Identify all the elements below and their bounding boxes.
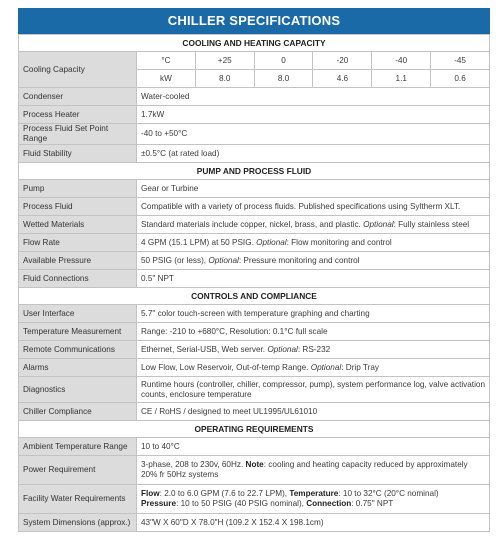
temp-cell: -20 xyxy=(313,52,372,70)
table-row-setpoint xyxy=(19,124,490,145)
note-tag: Note xyxy=(245,460,264,469)
value-text: : cooling and heating capacity reduced by approximately 20% fr 50Hz systems xyxy=(141,460,468,479)
row-label: Fluid Connections xyxy=(19,270,137,288)
value-text: : Flow monitoring and control xyxy=(286,237,392,247)
kw-cell: 1.1 xyxy=(372,70,431,88)
optional-tag: Optional xyxy=(310,362,342,372)
table-row-alarms xyxy=(19,359,490,377)
row-value: 10 to 40°C xyxy=(137,438,490,456)
table-row-facility-water xyxy=(19,485,490,514)
row-label: Process Heater xyxy=(19,106,137,124)
kw-unit-cell: kW xyxy=(137,70,196,88)
table-row-temperature-measurement xyxy=(19,323,490,341)
row-value: Gear or Turbine xyxy=(137,180,490,198)
row-value: Compatible with a variety of process fluids. Published specifications using Syltherm XLT. xyxy=(137,198,490,216)
temp-cell: +25 xyxy=(195,52,254,70)
kw-cell: 4.6 xyxy=(313,70,372,88)
row-label: Power Requirement xyxy=(19,456,137,485)
section-header-cooling xyxy=(19,35,490,52)
row-label: Condenser xyxy=(19,88,137,106)
row-label-cooling-capacity: Cooling Capacity xyxy=(19,52,137,88)
table-row-cooling-capacity-temps xyxy=(19,52,490,70)
kw-cell: 8.0 xyxy=(254,70,313,88)
row-value: 0.5" NPT xyxy=(137,270,490,288)
row-value xyxy=(137,234,490,252)
optional-tag: Optional xyxy=(208,255,239,265)
row-value: -40 to +50°C xyxy=(137,124,490,145)
section-title: COOLING AND HEATING CAPACITY xyxy=(19,35,490,52)
row-label: Process Fluid xyxy=(19,198,137,216)
row-value xyxy=(137,252,490,270)
kw-cell: 8.0 xyxy=(195,70,254,88)
table-row-diagnostics xyxy=(19,377,490,403)
row-value: 1.7kW xyxy=(137,106,490,124)
row-label: Wetted Materials xyxy=(19,216,137,234)
table-row-system-dimensions xyxy=(19,514,490,532)
value-text: Standard materials include copper, nickel, brass, and plastic. xyxy=(141,219,364,229)
table-row-pump xyxy=(19,180,490,198)
value-text: Ethernet, Serial-USB, Web server. xyxy=(141,344,268,354)
table-row-user-interface xyxy=(19,305,490,323)
row-value: Runtime hours (controller, chiller, compressor, pump), system performance log, valve activation counts, enclosure temperature xyxy=(137,377,490,403)
table-row-flow-rate xyxy=(19,234,490,252)
temperature-value: : 10 to 32°C (20°C nominal) xyxy=(338,489,439,498)
temp-unit-cell: °C xyxy=(137,52,196,70)
row-value: CE / RoHS / designed to meet UL1995/UL61010 xyxy=(137,403,490,421)
row-label: Process Fluid Set Point Range xyxy=(19,124,137,145)
value-text: 3-phase, 208 to 230v, 60Hz. xyxy=(141,460,246,469)
row-value: ±0.5°C (at rated load) xyxy=(137,145,490,163)
section-header-operating xyxy=(19,421,490,438)
section-title: OPERATING REQUIREMENTS xyxy=(19,421,490,438)
row-label: Ambient Temperature Range xyxy=(19,438,137,456)
pressure-value: : 10 to 50 PSIG (40 PSIG nominal), xyxy=(176,499,307,508)
section-header-controls xyxy=(19,288,490,305)
temperature-key: Temperature xyxy=(289,489,339,498)
spec-table xyxy=(18,34,490,532)
value-text: : Pressure monitoring and control xyxy=(238,255,360,265)
table-row-wetted-materials xyxy=(19,216,490,234)
row-label: Flow Rate xyxy=(19,234,137,252)
section-title: PUMP AND PROCESS FLUID xyxy=(19,163,490,180)
table-row-ambient-temperature xyxy=(19,438,490,456)
row-label: Available Pressure xyxy=(19,252,137,270)
row-label: Alarms xyxy=(19,359,137,377)
row-value: 43"W X 60"D X 78.0"H (109.2 X 152.4 X 198.1cm) xyxy=(137,514,490,532)
row-value xyxy=(137,485,490,514)
value-text: : RS-232 xyxy=(297,344,331,354)
value-text: : Fully stainless steel xyxy=(393,219,470,229)
row-value: 5.7" color touch-screen with temperature graphing and charting xyxy=(137,305,490,323)
value-text: Low Flow, Low Reservoir, Out-of-temp Range. xyxy=(141,362,311,372)
row-value xyxy=(137,359,490,377)
temp-cell: -45 xyxy=(431,52,490,70)
row-value xyxy=(137,216,490,234)
row-label: Pump xyxy=(19,180,137,198)
row-label: Facility Water Requirements xyxy=(19,485,137,514)
table-row-chiller-compliance xyxy=(19,403,490,421)
table-row-available-pressure xyxy=(19,252,490,270)
table-row-remote-communications xyxy=(19,341,490,359)
flow-value: : 2.0 to 6.0 GPM (7.6 to 22.7 LPM), xyxy=(159,489,290,498)
value-text: 4 GPM (15.1 LPM) at 50 PSIG. xyxy=(141,237,257,247)
row-label: System Dimensions (approx.) xyxy=(19,514,137,532)
section-header-pump xyxy=(19,163,490,180)
value-text: 50 PSIG (or less), xyxy=(141,255,209,265)
table-row-process-heater xyxy=(19,106,490,124)
row-label: Remote Communications xyxy=(19,341,137,359)
section-title: CONTROLS AND COMPLIANCE xyxy=(19,288,490,305)
connection-value: : 0.75" NPT xyxy=(351,499,394,508)
sheet-title: CHILLER SPECIFICATIONS xyxy=(18,8,490,34)
row-label: User Interface xyxy=(19,305,137,323)
flow-key: Flow xyxy=(141,489,160,498)
optional-tag: Optional xyxy=(363,219,394,229)
row-label: Chiller Compliance xyxy=(19,403,137,421)
optional-tag: Optional xyxy=(267,344,298,354)
row-value: Water-cooled xyxy=(137,88,490,106)
row-label: Diagnostics xyxy=(19,377,137,403)
table-row-condenser xyxy=(19,88,490,106)
row-value xyxy=(137,341,490,359)
table-row-process-fluid xyxy=(19,198,490,216)
optional-tag: Optional xyxy=(256,237,287,247)
row-label: Fluid Stability xyxy=(19,145,137,163)
row-value xyxy=(137,456,490,485)
temp-cell: 0 xyxy=(254,52,313,70)
value-text: : Drip Tray xyxy=(341,362,379,372)
table-row-power-requirement xyxy=(19,456,490,485)
table-row-fluid-connections xyxy=(19,270,490,288)
row-label: Temperature Measurement xyxy=(19,323,137,341)
kw-cell: 0.6 xyxy=(431,70,490,88)
spec-sheet xyxy=(18,8,490,532)
row-value: Range: -210 to +680°C, Resolution: 0.1°C full scale xyxy=(137,323,490,341)
temp-cell: -40 xyxy=(372,52,431,70)
connection-key: Connection xyxy=(306,499,352,508)
pressure-key: Pressure xyxy=(141,499,177,508)
table-row-fluid-stability xyxy=(19,145,490,163)
